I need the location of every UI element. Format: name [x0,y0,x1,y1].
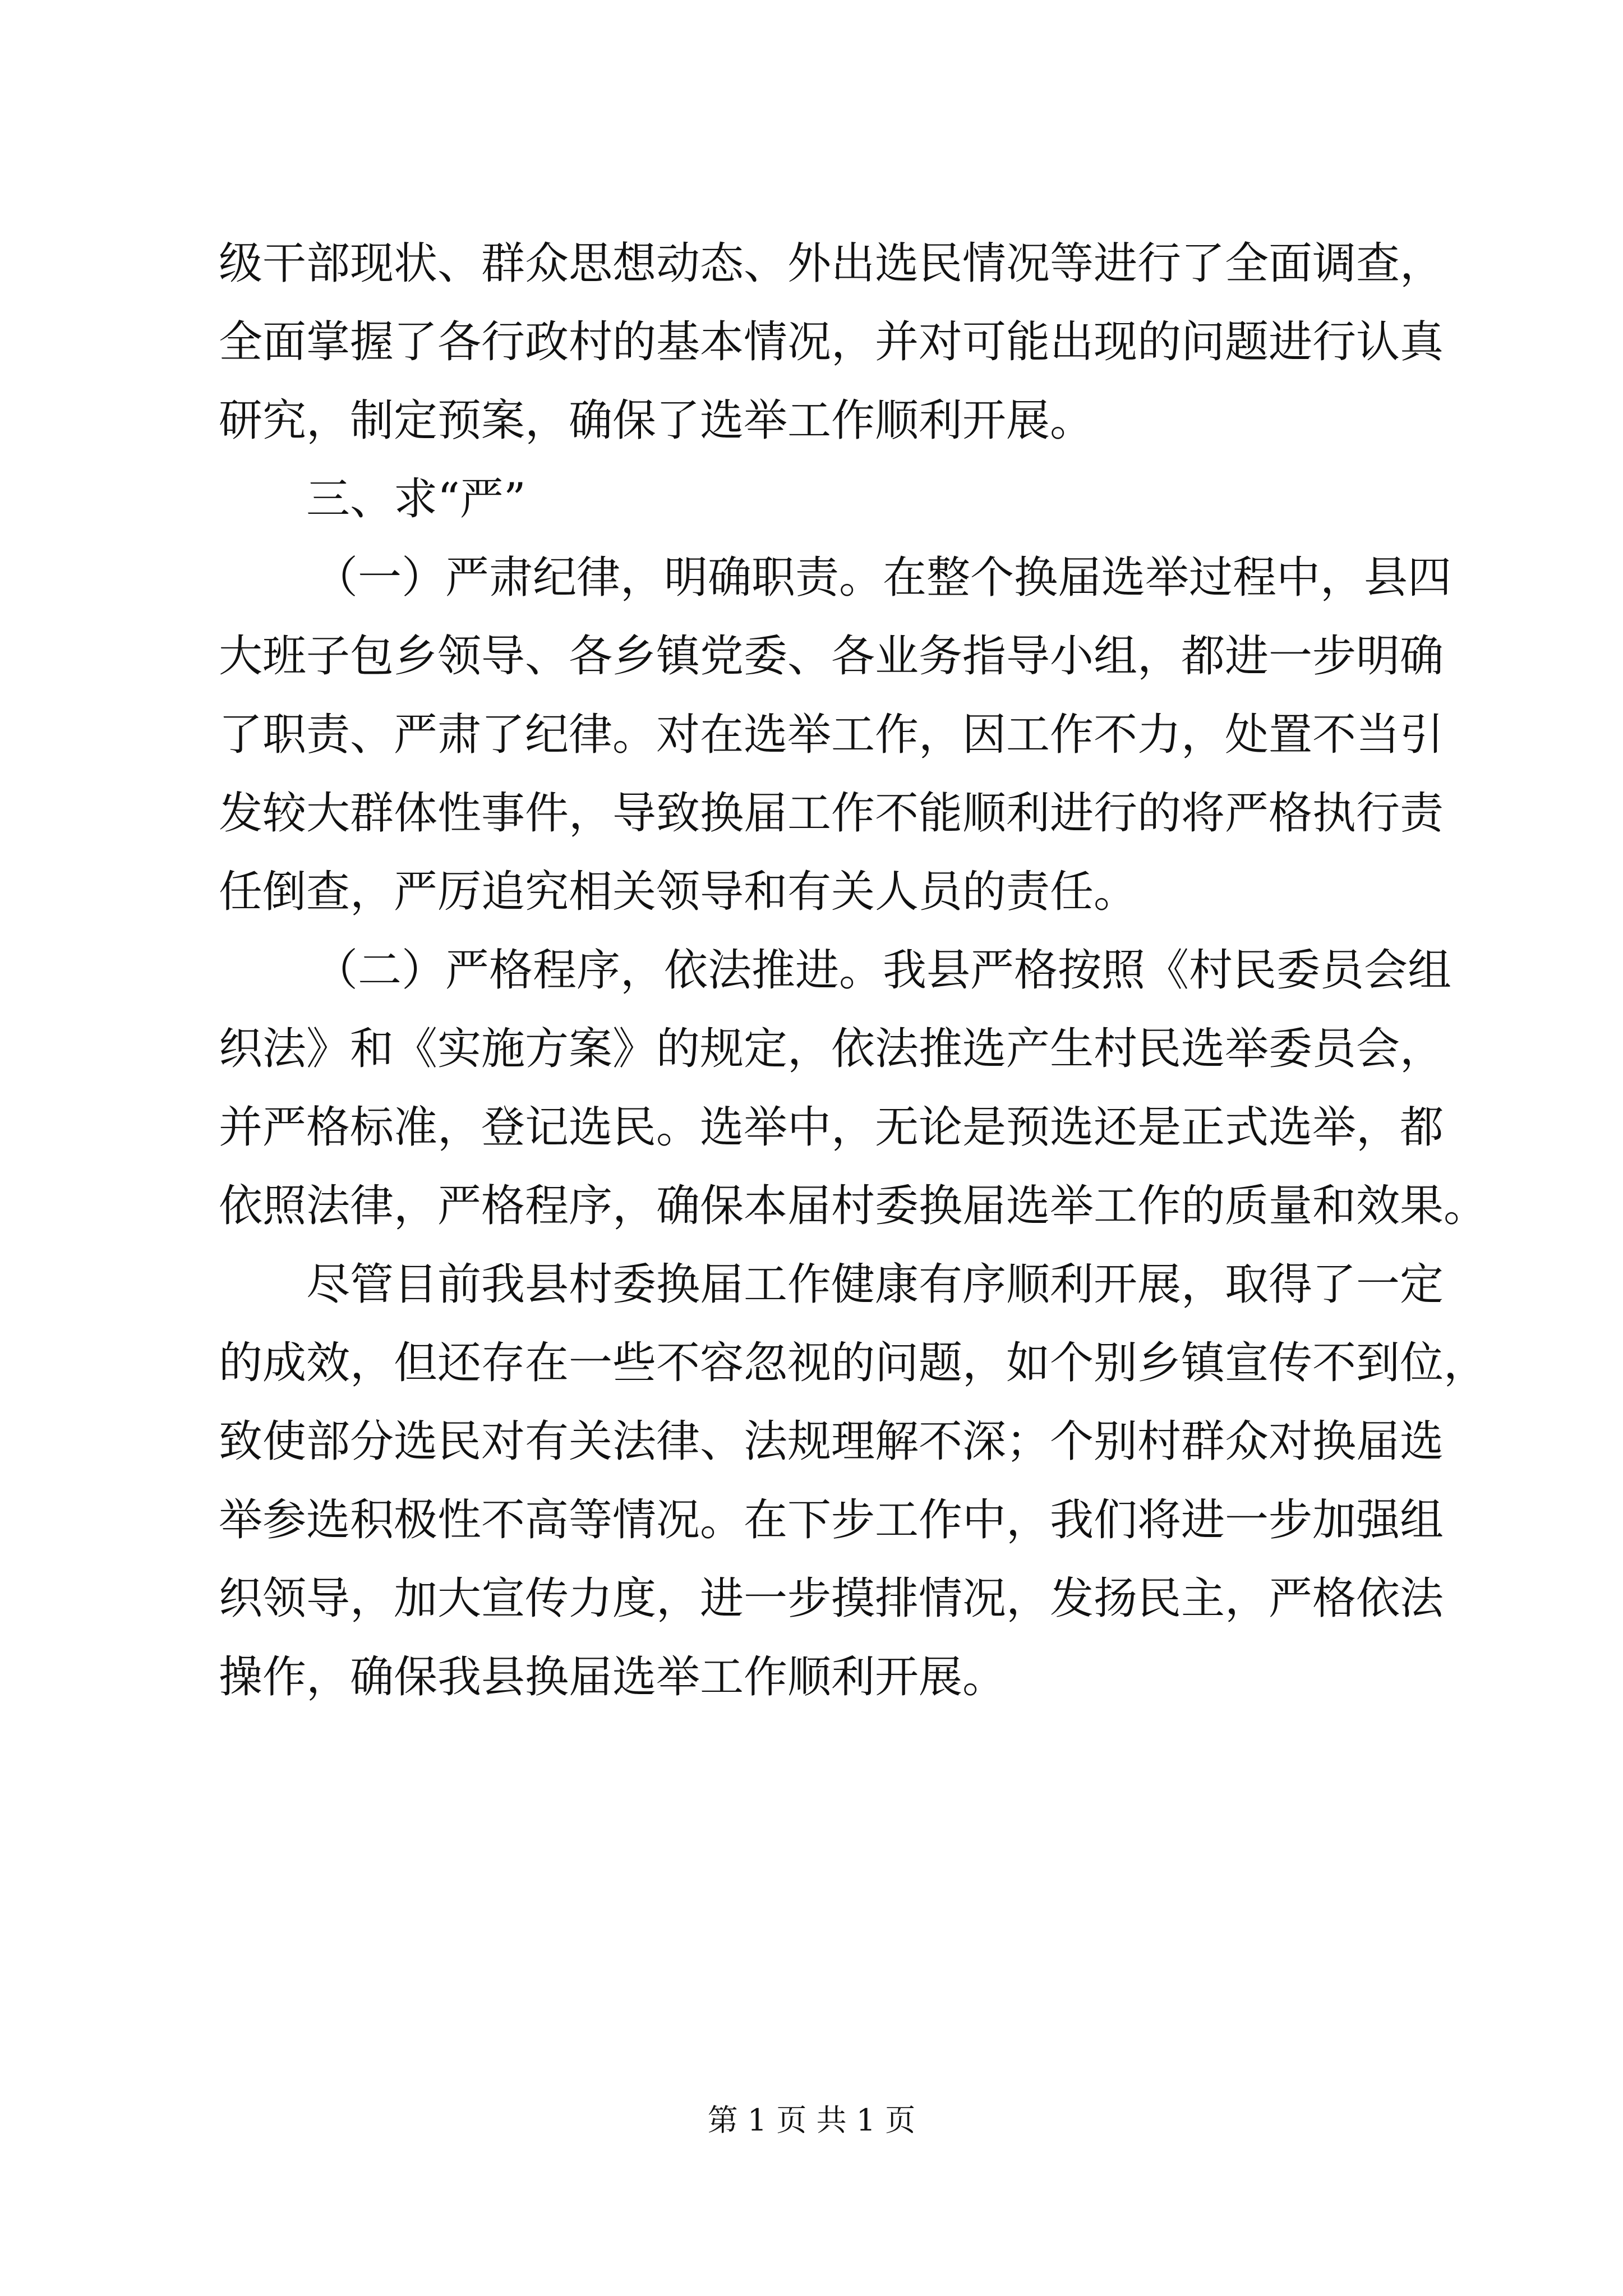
document-body [219,224,1488,1717]
section-heading: 三、求“严” [306,474,526,524]
text-line: 任倒查，严厉追究相关领导和有关人员的责任。 [219,867,1138,917]
text-line: 尽管目前我县村委换届工作健康有序顺利开展，取得了一定 [306,1259,1444,1310]
text-line: （一）严肃纪律，明确职责。在整个换届选举过程中，县四 [314,553,1452,603]
text-line: 举参选积极性不高等情况。在下步工作中，我们将进一步加强组 [219,1495,1444,1545]
text-line: 依照法律，严格程序，确保本届村委换届选举工作的质量和效果。 [219,1181,1488,1231]
text-line: 发较大群体性事件，导致换届工作不能顺利进行的将严格执行责 [219,788,1444,839]
text-line: （二）严格程序，依法推进。我县严格按照《村民委员会组 [314,945,1452,996]
text-line: 致使部分选民对有关法律、法规理解不深；个别村群众对换届选 [219,1416,1444,1467]
page-number-footer: 第 1 页 共 1 页 [707,2102,916,2138]
text-line: 操作，确保我县换届选举工作顺利开展。 [219,1652,1007,1703]
text-line: 的成效，但还存在一些不容忽视的问题，如个别乡镇宣传不到位， [219,1338,1488,1388]
text-line: 了职责、严肃了纪律。对在选举工作，因工作不力，处置不当引 [219,710,1444,760]
text-line: 织法》和《实施方案》的规定，依法推选产生村民选举委员会， [219,1024,1444,1074]
text-line: 研究，制定预案，确保了选举工作顺利开展。 [219,395,1094,446]
text-line: 织领导，加大宣传力度，进一步摸排情况，发扬民主，严格依法 [219,1573,1444,1624]
text-line: 大班子包乡领导、各乡镇党委、各业务指导小组，都进一步明确 [219,631,1444,682]
text-line: 级干部现状、群众思想动态、外出选民情况等进行了全面调查， [219,238,1444,289]
text-line: 全面掌握了各行政村的基本情况，并对可能出现的问题进行认真 [219,317,1444,367]
text-line: 并严格标准，登记选民。选举中，无论是预选还是正式选举，都 [219,1102,1444,1153]
